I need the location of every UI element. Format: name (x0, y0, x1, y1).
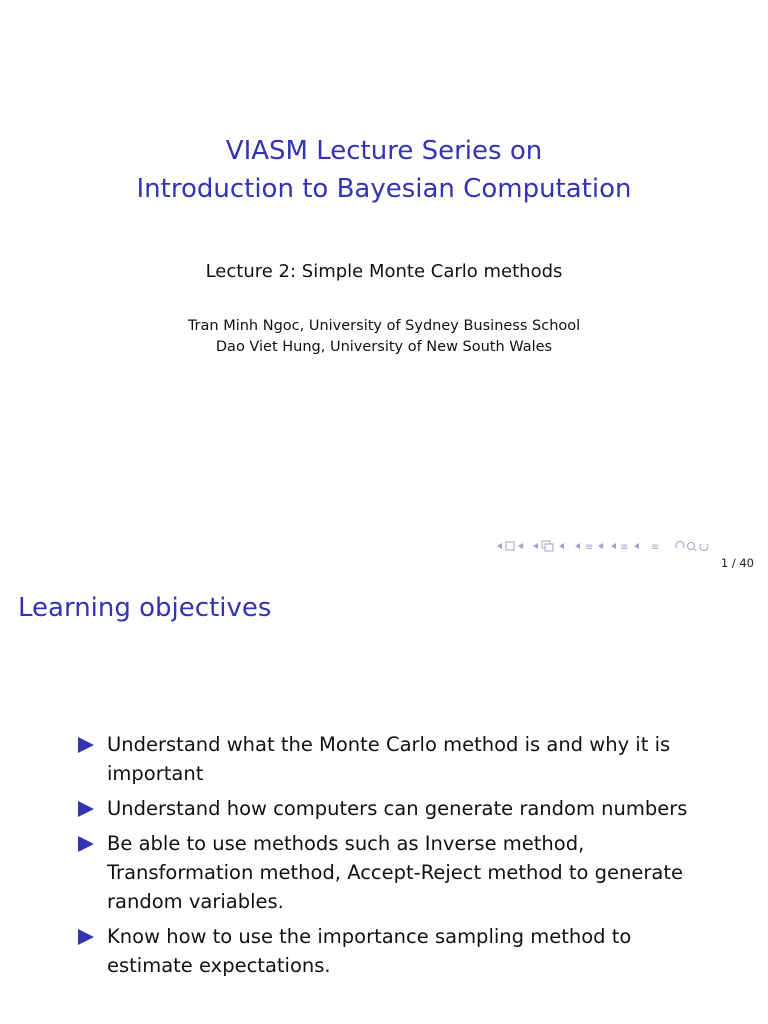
list-item (78, 794, 718, 823)
frame-title: Learning objectives (18, 593, 272, 623)
list-item-text: Understand what the Monte Carlo method is and why it is important (107, 733, 671, 785)
bullet-triangle-icon (78, 801, 94, 817)
presentation-title (0, 132, 768, 208)
bullet-triangle-icon (78, 929, 94, 945)
objectives-list (78, 730, 718, 986)
beamer-navigation (497, 539, 711, 553)
bullet-triangle-icon (78, 836, 94, 852)
author-1: Tran Minh Ngoc, University of Sydney Business School (187, 318, 581, 334)
author-2: Dao Viet Hung, University of New South Wales (215, 339, 553, 355)
svg-text:≡: ≡ (651, 542, 660, 552)
nav-search-icon[interactable] (675, 540, 711, 552)
list-item (78, 829, 718, 916)
nav-align-icon[interactable] (647, 540, 669, 552)
nav-section-icon[interactable] (611, 540, 641, 552)
title-line-1: VIASM Lecture Series on (225, 136, 543, 166)
list-item-text: Understand how computers can generate random numbers (107, 797, 688, 820)
nav-frame-icon[interactable] (533, 540, 569, 552)
page-number: 1 / 40 (720, 556, 754, 570)
nav-slide-icon[interactable] (575, 540, 605, 552)
nav-first-icon[interactable] (497, 540, 527, 552)
bullet-triangle-icon (78, 737, 94, 753)
lecture-subtitle: Lecture 2: Simple Monte Carlo methods (205, 261, 563, 282)
list-item-text: Know how to use the importance sampling method to estimate expectations. (107, 925, 632, 977)
svg-text:≡: ≡ (585, 542, 594, 552)
author-list (0, 316, 768, 358)
svg-text:≡: ≡ (620, 542, 629, 552)
learning-objectives-slide (0, 576, 768, 1024)
list-item-text: Be able to use methods such as Inverse method, Transformation method, Accept-Reject method to generate random variables. (107, 832, 683, 913)
title-line-2: Introduction to Bayesian Computation (136, 174, 632, 204)
list-item (78, 922, 718, 980)
list-item (78, 730, 718, 788)
